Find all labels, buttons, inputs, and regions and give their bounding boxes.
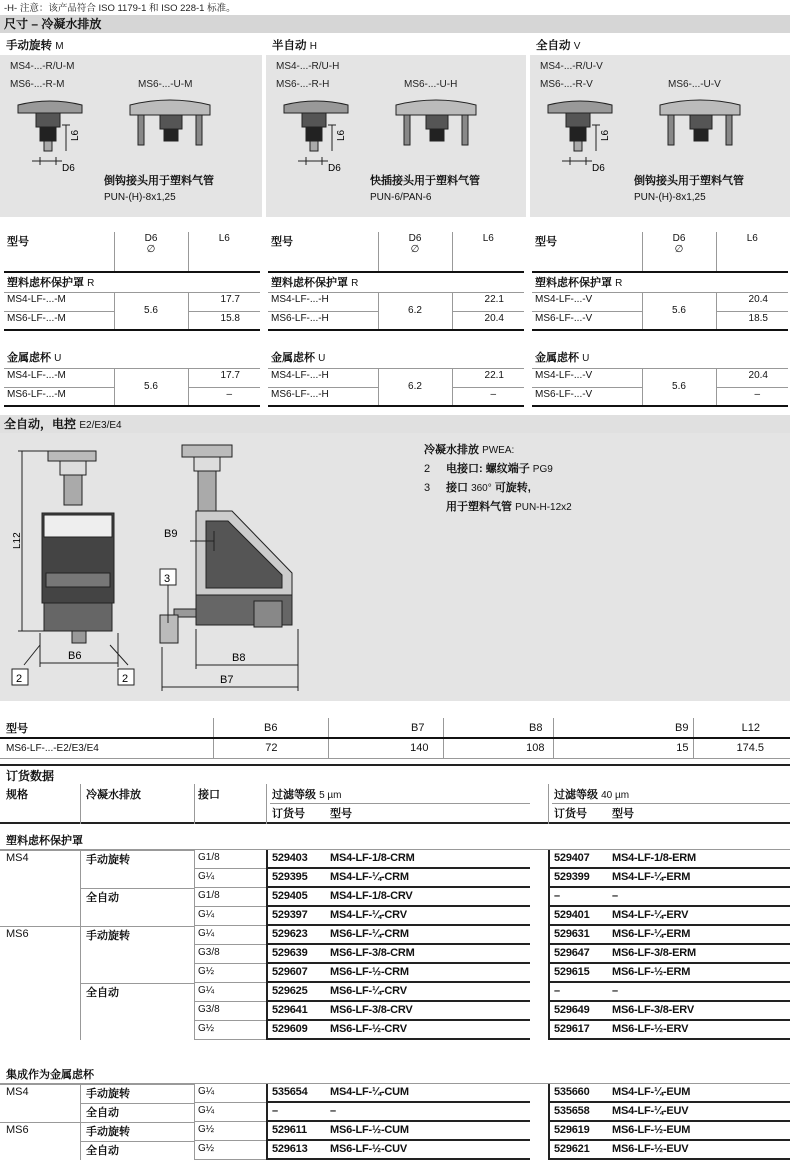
num-2-right: 2 xyxy=(122,673,129,685)
stem-front xyxy=(64,475,82,505)
order-row: G½ 529607 MS6-LF-½-CRM 529615 MS6-LF-½-ERM xyxy=(0,964,790,983)
model-b: MS6-...-R-M xyxy=(10,79,65,90)
model-a: MS4-...-R/U-M xyxy=(10,61,75,72)
electric-legend: 冷凝水排放 PWEA: 2 电接口: 螺纹端子 PG9 3 接口 360° 可旋转, 用于塑料气管 PUN-H-12x2 xyxy=(424,444,572,513)
order-table-body: 规格 冷凝水排放 接口 过滤等级 5 µm 订货号 型号 过滤等级 40 µm 订货号 型号 塑料虑杯保护罩 MS4 手动旋转 G1/8 529403 MS4-LF-1/8-CRM 529407 MS4-LF-1/8-ERM G¼ 529395 MS4-LF-¼-CRM 529399 MS4-LF-¼-ERM 全自动 G1/8 529405 MS4-LF-1/8-CRV – – G¼ 529397 MS4-LF-¼-CRV 529401 MS4-LF-¼-ERV MS6 手动旋转 G¼ 529623 MS6-LF-¼-CRM 529631 MS6-LF-¼-ERM G3/8 529639 MS6-LF-3/8-CRM 529647 MS6-LF-3/8-ERM G½ 529607 MS6-LF-½-CRM 529615 MS6-LF-½-ERM 全自动 G¼ 529625 MS6-LF-¼-CRV – – G3/8 529641 MS6-LF-3/8-CRV 529649 MS6-LF-3/8-ERV G½ 529609 MS6-LF-½-CRV 529617 MS6-LF-½-ERV 集成作为金属虑杯 MS4 手动旋转 G¼ 535654 MS4-LF-¼-CUM 535660 MS4-LF-¼-EUM 全自动 G¼ – – 535658 MS4-LF-¼-EUV MS6 手动旋转 G½ 529611 MS6-LF-½-CUM 529619 MS6-LF-½-EUM 全自动 G½ 529613 MS6-LF-½-CUV 529621 MS6-LF-½-EUV xyxy=(0,784,790,1160)
model-c: MS6-...-U-M xyxy=(138,79,193,90)
order-row: 全自动 G¼ – – 535658 MS4-LF-¼-EUV xyxy=(0,1103,790,1122)
connector-caption: 快插接头用于塑料气管 xyxy=(370,175,480,187)
b8-label: B8 xyxy=(232,652,246,664)
order-row: G3/8 529641 MS6-LF-3/8-CRV 529649 MS6-LF-3/8-ERV xyxy=(0,1002,790,1021)
panel-title: 全自动 V xyxy=(536,40,581,52)
order-row: MS4 手动旋转 G¼ 535654 MS4-LF-¼-CUM 535660 MS4-LF-¼-EUM xyxy=(0,1084,790,1103)
order-row: G½ 529609 MS6-LF-½-CRV 529617 MS6-LF-½-ERV xyxy=(0,1021,790,1040)
svg-text:D6: D6 xyxy=(592,163,605,173)
panel-m xyxy=(0,35,262,217)
knob-side xyxy=(182,445,232,457)
dim-table: 型号 D6 ∅ L6 塑料虑杯保护罩 R MS4-LF-...-V 5.6 20.4 MS6-LF-...-V 18.5 金属虑杯 U MS4-LF-...-V 5.6 20.4 MS6-LF-...-V – xyxy=(532,232,788,407)
svg-text:L6: L6 xyxy=(336,129,347,141)
model-c: MS6-...-U-V xyxy=(668,79,721,90)
order-header: 规格 冷凝水排放 接口 过滤等级 5 µm 订货号 型号 过滤等级 40 µm 订货号 型号 xyxy=(0,784,790,824)
svg-text:D6: D6 xyxy=(62,163,75,173)
dim-table: 型号 D6 ∅ L6 塑料虑杯保护罩 R MS4-LF-...-H 6.2 22.1 MS6-LF-...-H 20.4 金属虑杯 U MS4-LF-...-H 6.2 22.1 MS6-LF-...-H – xyxy=(268,232,524,407)
model-b: MS6-...-R-H xyxy=(276,79,330,90)
drain-drawing xyxy=(266,93,526,173)
connector-part: PUN-(H)-8x1,25 xyxy=(104,192,176,203)
electric-drawing xyxy=(0,433,790,701)
electric-dim-table: 型号 B6 B7 B8 B9 L12 MS6-LF-...-E2/E3/E4 72 140 108 15 174.5 xyxy=(0,718,790,759)
l12-label: L12 xyxy=(12,532,23,549)
order-row: 全自动 G½ 529613 MS6-LF-½-CUV 529621 MS6-LF-½-EUV xyxy=(0,1141,790,1160)
order-row: 全自动 G¼ 529625 MS6-LF-¼-CRV – – xyxy=(0,983,790,1002)
stem-side xyxy=(198,471,216,511)
num-2-left: 2 xyxy=(16,673,23,685)
model-c: MS6-...-U-H xyxy=(404,79,458,90)
panel-title: 半自动 H xyxy=(272,40,317,52)
order-row: G3/8 529639 MS6-LF-3/8-CRM 529647 MS6-LF-3/8-ERM xyxy=(0,945,790,964)
order-row: MS6 手动旋转 G½ 529611 MS6-LF-½-CUM 529619 MS6-LF-½-EUM xyxy=(0,1122,790,1141)
section-dimensions-title: 尺寸 – 冷凝水排放 xyxy=(0,15,790,33)
model-a: MS4-...-R/U-H xyxy=(276,61,340,72)
panel-title: 手动旋转 M xyxy=(6,40,64,52)
order-row: MS4 手动旋转 G1/8 529403 MS4-LF-1/8-CRM 529407 MS4-LF-1/8-ERM xyxy=(0,850,790,869)
connector-part: PUN-(H)-8x1,25 xyxy=(634,192,706,203)
nut-front xyxy=(60,461,86,475)
electric-title: 全自动，电控 E2/E3/E4 xyxy=(0,415,790,433)
order-row: 全自动 G1/8 529405 MS4-LF-1/8-CRV – – xyxy=(0,888,790,907)
connector-part: PUN-6/PAN-6 xyxy=(370,192,432,203)
drain-drawing xyxy=(0,93,262,173)
order-row: MS6 手动旋转 G¼ 529623 MS6-LF-¼-CRM 529631 MS6-LF-¼-ERM xyxy=(0,926,790,945)
drain-drawing xyxy=(530,93,790,173)
b7-label: B7 xyxy=(220,674,234,686)
num-3: 3 xyxy=(164,573,171,585)
dim-table: 型号 D6 ∅ L6 塑料虑杯保护罩 R MS4-LF-...-M 5.6 17.7 MS6-LF-...-M 15.8 金属虑杯 U MS4-LF-...-M 5.6 17.7 MS6-LF-...-M – xyxy=(4,232,260,407)
knob-front xyxy=(48,451,96,461)
iso-note: -H- 注意：该产品符合 ISO 1179-1 和 ISO 228-1 标准。 xyxy=(4,3,236,14)
connector-caption: 倒钩接头用于塑料气管 xyxy=(634,175,744,187)
panel-h xyxy=(266,35,526,217)
model-a: MS4-...-R/U-V xyxy=(540,61,603,72)
order-row: G¼ 529397 MS4-LF-¼-CRV 529401 MS4-LF-¼-ERV xyxy=(0,907,790,926)
svg-text:L6: L6 xyxy=(600,129,611,141)
electric-drawing-area xyxy=(0,433,790,701)
model-b: MS6-...-R-V xyxy=(540,79,593,90)
connector-caption: 倒钩接头用于塑料气管 xyxy=(104,175,214,187)
base-front xyxy=(44,603,112,631)
b9-label: B9 xyxy=(164,528,178,540)
svg-text:L6: L6 xyxy=(70,129,81,141)
svg-text:D6: D6 xyxy=(328,163,341,173)
b6-label: B6 xyxy=(68,650,82,662)
order-title: 订货数据 xyxy=(6,769,55,783)
panel-v xyxy=(530,35,790,217)
order-row: G¼ 529395 MS4-LF-¼-CRM 529399 MS4-LF-¼-ERM xyxy=(0,869,790,888)
